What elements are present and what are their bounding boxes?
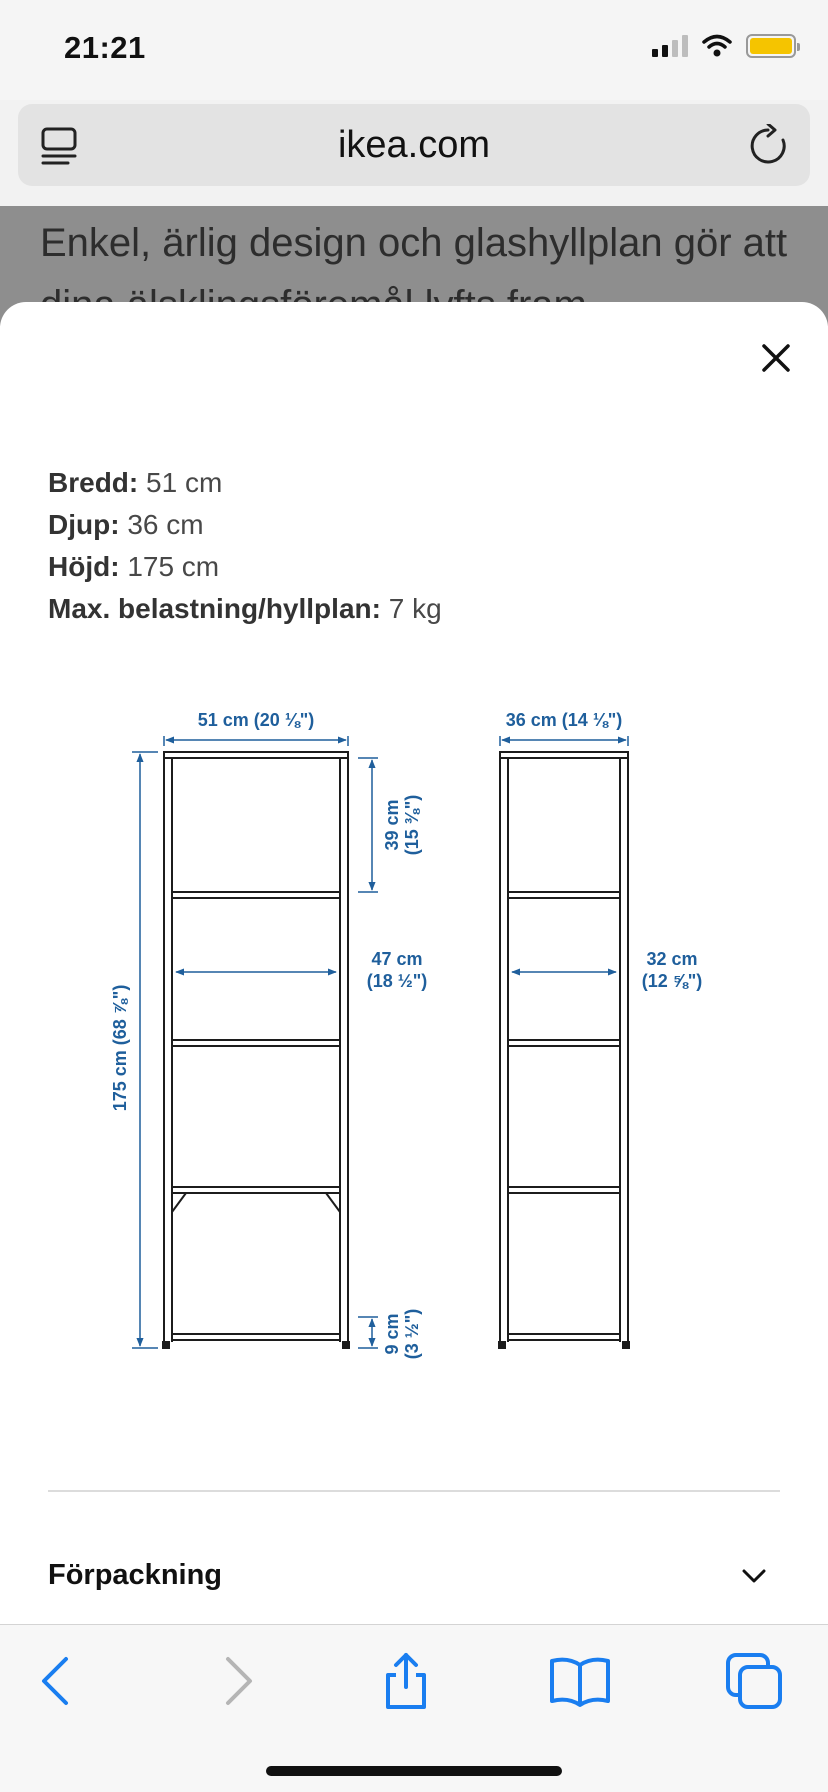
- close-icon[interactable]: [756, 338, 796, 378]
- back-icon[interactable]: [26, 1649, 90, 1713]
- inner-depth-label-1: 32 cm: [646, 949, 698, 969]
- cellular-signal-icon: [652, 35, 688, 57]
- status-time: 21:21: [64, 30, 146, 65]
- inner-depth-label-2: (12 ⅝"): [641, 971, 703, 991]
- shelf-gap-label-2: (15 ⅜"): [402, 794, 422, 856]
- front-width-label: 51 cm (20 ⅛"): [197, 710, 315, 730]
- spec-max-load: Max. belastning/hyllplan: 7 kg: [48, 593, 442, 624]
- spec-width: Bredd: 51 cm: [48, 467, 223, 498]
- side-view-shelf: [499, 752, 629, 1348]
- battery-icon: [746, 34, 796, 58]
- packaging-accordion-label: Förpackning: [48, 1559, 223, 1591]
- chevron-down-icon[interactable]: [740, 1562, 768, 1590]
- url-text[interactable]: ikea.com: [337, 124, 491, 166]
- total-height-label: 175 cm (68 ⅞"): [110, 984, 130, 1112]
- share-icon[interactable]: [374, 1649, 438, 1713]
- floor-gap-label-2: (3 ½"): [402, 1308, 422, 1360]
- shelf-gap-label-1: 39 cm: [382, 799, 402, 851]
- inner-width-label-1: 47 cm: [371, 949, 423, 969]
- background-page-text: Enkel, ärlig design och glashyllplan gör att: [40, 221, 788, 265]
- dimension-specs: [48, 462, 442, 630]
- reload-icon[interactable]: [746, 124, 790, 168]
- floor-gap-label-1: 9 cm: [382, 1313, 402, 1355]
- tabs-icon[interactable]: [722, 1649, 786, 1713]
- spec-height: Höjd: 175 cm: [48, 551, 220, 582]
- section-divider: [48, 1490, 780, 1492]
- home-indicator: [266, 1766, 562, 1776]
- front-view-shelf: [163, 752, 349, 1348]
- url-bar[interactable]: [18, 104, 810, 186]
- status-icons: [652, 34, 796, 58]
- forward-icon[interactable]: [204, 1649, 268, 1713]
- spec-depth: Djup: 36 cm: [48, 509, 204, 540]
- product-dimensions-sheet: [0, 302, 828, 1624]
- shelf-dimension-diagram: [96, 662, 784, 1432]
- inner-width-label-2: (18 ½"): [366, 971, 428, 991]
- bookmarks-icon[interactable]: [548, 1649, 612, 1713]
- packaging-accordion[interactable]: [48, 1550, 780, 1600]
- status-bar: [0, 0, 828, 100]
- side-depth-label: 36 cm (14 ⅛"): [505, 710, 623, 730]
- wifi-icon: [702, 34, 732, 58]
- browser-toolbar: [0, 1624, 828, 1792]
